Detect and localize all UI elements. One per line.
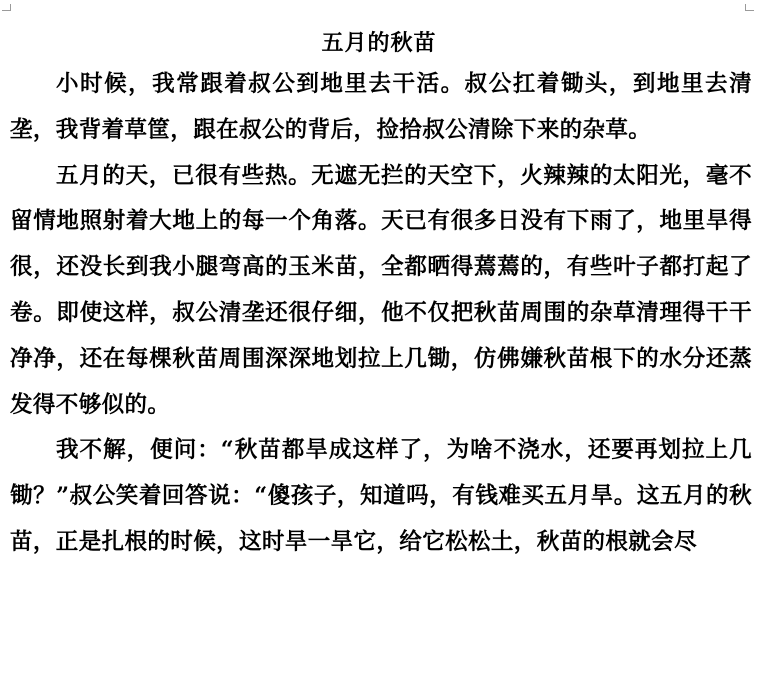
paragraph-1: 小时候，我常跟着叔公到地里去干活。叔公扛着锄头，到地里去清垄，我背着草筐，跟在叔公的背后，捡拾叔公清除下来的杂草。 bbox=[10, 71, 752, 143]
page-corner-mark-left bbox=[2, 4, 11, 11]
document-title: 五月的秋苗 bbox=[321, 29, 437, 56]
paragraph-3: 我不解，便问：“秋苗都旱成这样了，为啥不浇水，还要再划拉上几锄？”叔公笑着回答说：“傻孩子，知道吗，有钱难买五月旱。这五月的秋苗，正是扎根的时候，这时旱一旱它，给它松松土，秋苗的根就会尽 bbox=[10, 437, 752, 555]
page-corner-mark-right bbox=[745, 4, 754, 11]
document-body bbox=[10, 62, 752, 566]
paragraph-2: 五月的天，已很有些热。无遮无拦的天空下，火辣辣的太阳光，毫不留情地照射着大地上的每一个角落。天已有很多日没有下雨了，地里旱得很，还没长到我小腿弯高的玉米苗，全都晒得蔫蔫的，有些叶子都打起了卷。即使这样，叔公清垄还很仔细，他不仅把秋苗周围的杂草清理得干干净净，还在每棵秋苗周围深深地划拉上几锄，仿佛嫌秋苗根下的水分还蒸发得不够似的。 bbox=[10, 162, 752, 418]
